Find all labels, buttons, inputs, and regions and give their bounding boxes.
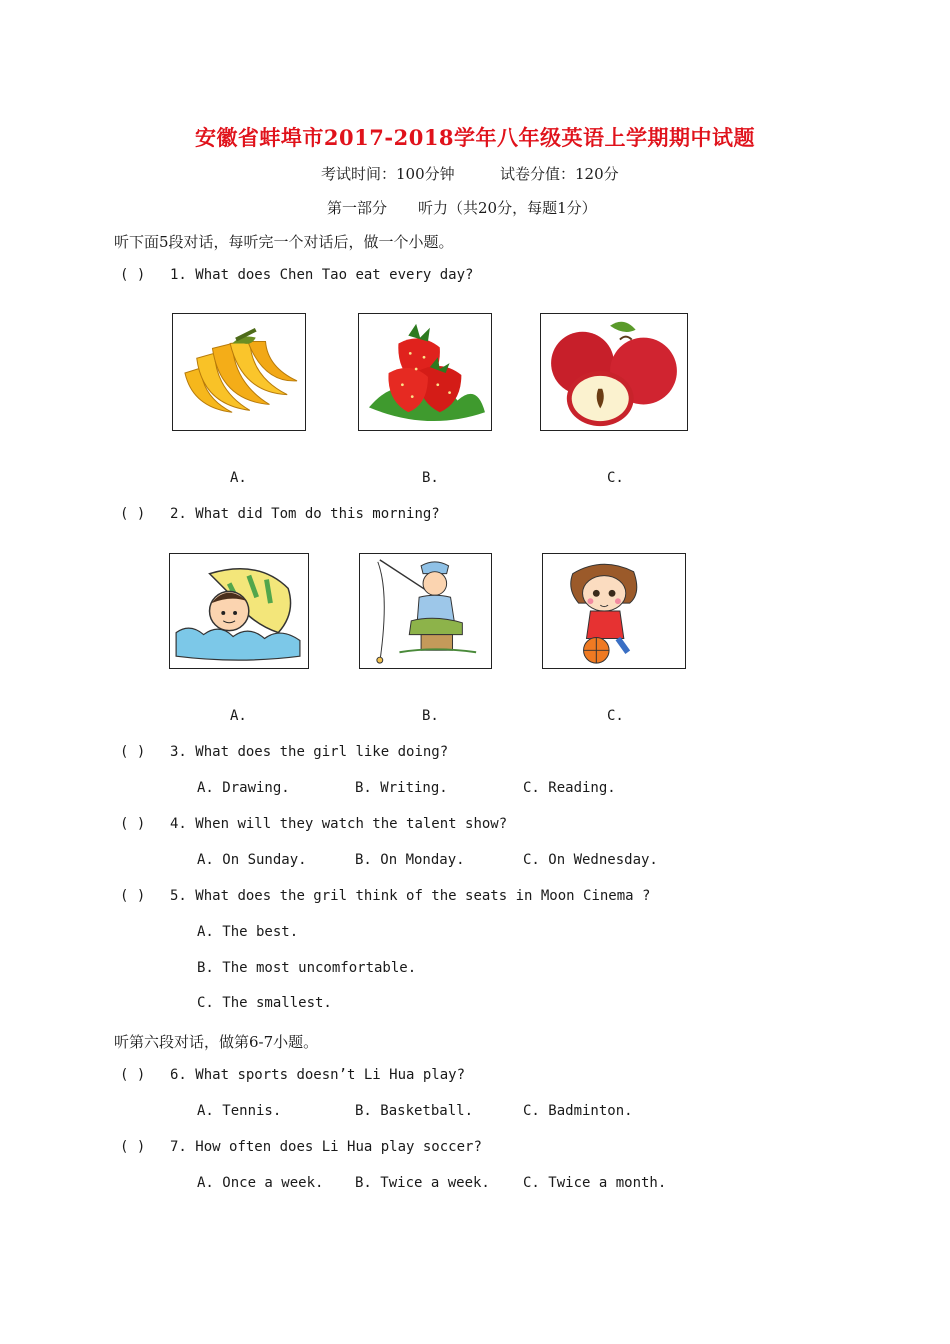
question-number: 2. <box>170 506 187 522</box>
question-6 <box>120 1067 465 1083</box>
question-text: How often does Li Hua play soccer? <box>195 1139 482 1155</box>
q6-option-b: B. Basketball. <box>355 1103 474 1119</box>
question-2 <box>120 506 440 522</box>
q6-option-a: A. Tennis. <box>197 1103 282 1119</box>
question-number: 5. <box>170 888 187 904</box>
document-title: 安徽省蚌埠市2017-2018学年八年级英语上学期期中试题 <box>194 125 756 150</box>
answer-blank[interactable]: ( ) <box>120 1139 146 1155</box>
q3-option-a: A. Drawing. <box>197 780 290 796</box>
basketball-picture <box>542 553 686 669</box>
q3-option-b: B. Writing. <box>355 780 448 796</box>
question-3 <box>120 744 448 760</box>
q1-option-b: B. <box>422 470 439 486</box>
question-number: 1. <box>170 267 187 283</box>
q5-option-a: A. The best. <box>197 924 299 940</box>
instruction-first: 听下面5段对话，每听完一个对话后，做一个小题。 <box>114 233 454 251</box>
exam-score: 试卷分值：120分 <box>500 165 619 183</box>
answer-blank[interactable]: ( ) <box>120 816 146 832</box>
q1-option-a: A. <box>230 470 247 486</box>
q4-option-b: B. On Monday. <box>355 852 465 868</box>
q7-option-a: A. Once a week. <box>197 1175 324 1191</box>
answer-blank[interactable]: ( ) <box>120 888 146 904</box>
question-number: 7. <box>170 1139 187 1155</box>
question-5 <box>120 888 650 904</box>
question-number: 6. <box>170 1067 187 1083</box>
question-7 <box>120 1139 482 1155</box>
question-text: What sports doesn’t Li Hua play? <box>195 1067 466 1083</box>
section-name: 听力（共20分，每题1分） <box>418 199 597 217</box>
q7-option-c: C. Twice a month. <box>523 1175 667 1191</box>
q1-option-c: C. <box>607 470 624 486</box>
answer-blank[interactable]: ( ) <box>120 1067 146 1083</box>
swimming-picture <box>169 553 309 669</box>
q4-option-a: A. On Sunday. <box>197 852 307 868</box>
q7-option-b: B. Twice a week. <box>355 1175 490 1191</box>
question-4 <box>120 816 507 832</box>
q6-option-c: C. Badminton. <box>523 1103 633 1119</box>
q3-option-c: C. Reading. <box>523 780 616 796</box>
fishing-picture <box>359 553 492 669</box>
question-text: What does Chen Tao eat every day? <box>195 267 474 283</box>
question-number: 4. <box>170 816 187 832</box>
question-text: When will they watch the talent show? <box>195 816 508 832</box>
q5-option-c: C. The smallest. <box>197 995 332 1011</box>
question-text: What did Tom do this morning? <box>195 506 440 522</box>
instruction-sixth: 听第六段对话，做第6-7小题。 <box>114 1033 319 1051</box>
q2-option-c: C. <box>607 708 624 724</box>
question-number: 3. <box>170 744 187 760</box>
question-text: What does the girl like doing? <box>195 744 449 760</box>
q2-option-b: B. <box>422 708 439 724</box>
answer-blank[interactable]: ( ) <box>120 744 146 760</box>
bananas-picture <box>172 313 306 431</box>
q4-option-c: C. On Wednesday. <box>523 852 658 868</box>
section-part: 第一部分 <box>327 199 388 217</box>
q2-option-a: A. <box>230 708 247 724</box>
exam-time: 考试时间：100分钟 <box>321 165 455 183</box>
apples-picture <box>540 313 688 431</box>
strawberries-picture <box>358 313 492 431</box>
answer-blank[interactable]: ( ) <box>120 267 146 283</box>
q5-option-b: B. The most uncomfortable. <box>197 960 417 976</box>
answer-blank[interactable]: ( ) <box>120 506 146 522</box>
question-1 <box>120 267 473 283</box>
question-text: What does the gril think of the seats in Moon Cinema ? <box>195 888 651 904</box>
